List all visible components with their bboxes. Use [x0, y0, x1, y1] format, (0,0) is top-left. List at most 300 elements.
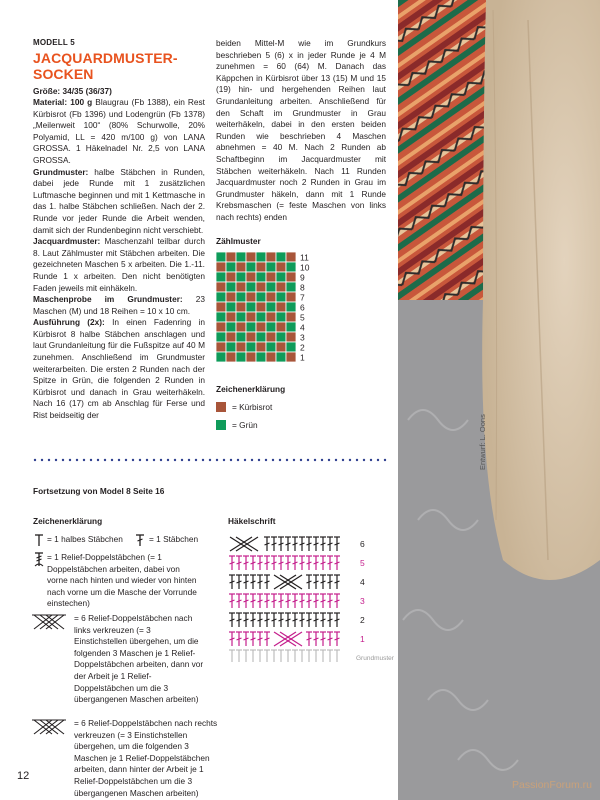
chart-cell — [226, 332, 236, 342]
stitch-symbol — [278, 594, 284, 608]
chart-cell — [246, 282, 256, 292]
chart-cell — [276, 342, 286, 352]
stitch-symbol — [250, 632, 256, 646]
chart-cell — [246, 332, 256, 342]
relief-dc-icon — [33, 551, 45, 569]
paragraph-label: Jacquardmuster: — [33, 236, 101, 247]
chart-cell — [256, 252, 266, 262]
chart-cell — [266, 342, 276, 352]
stitch-symbol — [264, 594, 270, 608]
stitch-symbol — [313, 575, 319, 589]
paragraph-text: 23 Maschen (M) und 18 Reihen = 10 x 10 cm. — [33, 294, 205, 316]
green-swatch — [216, 420, 226, 430]
divider-dot — [69, 459, 71, 461]
legend-item-green — [216, 420, 258, 430]
base-stitch — [320, 650, 326, 662]
divider-dot — [146, 459, 148, 461]
chart-cell — [266, 322, 276, 332]
stitch-symbol — [306, 556, 312, 570]
stitch-symbol — [278, 556, 284, 570]
chart-cell — [276, 352, 286, 362]
stitch-symbol — [236, 594, 242, 608]
stitch-symbol — [257, 575, 263, 589]
chart-cell — [266, 252, 276, 262]
continuation-heading: Fortsetzung von Model 8 Seite 16 — [33, 486, 165, 496]
chart-cell — [246, 312, 256, 322]
stitch-symbol — [334, 632, 340, 646]
chart-cell — [286, 252, 296, 262]
chart-cell — [276, 302, 286, 312]
stitch-symbol — [243, 632, 249, 646]
chart-cell — [286, 272, 296, 282]
paragraph-label: Grundmuster: — [33, 166, 89, 177]
divider-dot — [181, 459, 183, 461]
chart-cell — [286, 312, 296, 322]
stitch-symbol — [243, 556, 249, 570]
stitch-symbol — [243, 594, 249, 608]
stitch-symbol — [299, 594, 305, 608]
stitch-symbol — [264, 613, 270, 627]
divider-dot — [293, 459, 295, 461]
row-number: 4 — [300, 322, 305, 333]
divider-dot — [307, 459, 309, 461]
chart-cell — [276, 252, 286, 262]
stitch-symbol — [236, 575, 242, 589]
chart-cell — [266, 292, 276, 302]
stitch-symbol — [257, 613, 263, 627]
paragraph — [33, 294, 205, 317]
chart-cell — [216, 342, 226, 352]
jacquard-chart — [214, 250, 324, 362]
stitch-symbol — [306, 613, 312, 627]
divider-dot — [90, 459, 92, 461]
chart-cell — [236, 252, 246, 262]
stitch-symbol — [257, 556, 263, 570]
stitch-symbol — [278, 613, 284, 627]
stitch-symbol — [292, 594, 298, 608]
stitch-symbol — [243, 575, 249, 589]
paragraph — [33, 236, 205, 294]
divider-dot — [272, 459, 274, 461]
chart-cell — [246, 342, 256, 352]
paragraph-text: In einen Fadenring in Kürbisrot 8 halbe Stäbchen anschlagen und laut Grundanleitung für die Fußspitze auf 40 M zunehmen. Anschließend im Grundmuster weiterarbeiten. Die ersten 2 Runden nach der Spitze in Grün, die folgenden 2 Runden in Kürbisrot und danach in Grau weiterhäkeln. Nach 16 (17) cm ab Anschlag für Ferse und Rist beidseitig der — [33, 317, 205, 421]
cross-right-label: = 6 Relief-Doppelstäbchen nach rechts verkreuzen (= 3 Einstichstellen übergehen, um die folgenden 3 Maschen je 1 Relief-Doppelstäbchen arbeiten, dann hinter der Arbeit je 1 Relief-Doppelstäbchen um die 3 übergangenen Maschen arbeiten) — [74, 718, 218, 798]
stitch-symbol — [264, 632, 270, 646]
chart-cell — [256, 342, 266, 352]
chart-cell — [216, 292, 226, 302]
row-number: 1 — [300, 352, 305, 362]
chart-cell — [226, 252, 236, 262]
pattern-title: JACQUARDMUSTER-SOCKEN — [33, 50, 178, 82]
divider-dot — [230, 459, 232, 461]
paragraph-text: halbe Stäbchen in Runden, dabei jede Runde mit 1 zusätzlichen Luftmasche beginnen und mit 1 Kettmasche in das 1. halbe Stäbchen schließen. Nach der 2. Runde vor jeder Runde die Arbeit wenden, damit sich der Rundenbeginn nicht verschiebt. — [33, 166, 205, 235]
chart-cell — [216, 252, 226, 262]
chart-cell — [266, 282, 276, 292]
red-swatch — [216, 402, 226, 412]
base-stitch — [306, 650, 312, 662]
divider-dot — [356, 459, 358, 461]
chart-cell — [226, 352, 236, 362]
chart-cell — [216, 282, 226, 292]
chart-cell — [236, 262, 246, 272]
divider-dot — [153, 459, 155, 461]
cross-symbol — [230, 537, 258, 551]
chart-cell — [286, 282, 296, 292]
left-column — [33, 38, 205, 422]
stitch-symbol — [334, 537, 340, 551]
legend-label-green: = Grün — [232, 420, 258, 430]
stitch-symbol — [229, 575, 235, 589]
stitch-symbol — [327, 594, 333, 608]
base-stitch — [327, 650, 333, 662]
row-number: 9 — [300, 272, 305, 283]
divider-dot — [41, 459, 43, 461]
stitch-symbol — [320, 556, 326, 570]
chart-cell — [256, 302, 266, 312]
divider-dot — [363, 459, 365, 461]
divider-dot — [111, 459, 113, 461]
stitch-symbol — [229, 556, 235, 570]
chart-cell — [276, 312, 286, 322]
stitch-symbol — [292, 613, 298, 627]
paragraph — [33, 167, 205, 237]
half-dc-label: = 1 halbes Stäbchen — [47, 534, 123, 544]
chart-cell — [236, 302, 246, 312]
divider-dot — [188, 459, 190, 461]
stitch-symbol — [264, 575, 270, 589]
design-credit: Entwurf: L. Oons — [478, 414, 487, 470]
chart-cell — [226, 312, 236, 322]
base-stitch — [250, 650, 256, 662]
stitch-symbol — [264, 556, 270, 570]
symbols-title: Zeichenerklärung — [33, 516, 103, 526]
chart-cell — [226, 302, 236, 312]
crochet-diagram — [226, 530, 406, 665]
stitch-symbol — [236, 632, 242, 646]
chart-cell — [236, 342, 246, 352]
stitch-symbol — [306, 632, 312, 646]
chart-cell — [226, 282, 236, 292]
instructions-continued: beiden Mittel-M wie im Grundkurs beschrieben 5 (6) x in jeder Runde je 4 M zunehmen = 60 (64) M. Danach das Käppchen in Kürbisrot über 13 (15) M und 15 (19) hin- und hergehenden Reihen laut Grundanleitung arbeiten. Anschließend für den Schaft im Grundmuster in Grau weiterhäkeln, dabei in den ersten beiden Runden wie beschrieben 4 Maschen abnehmen = 40 M. Nach 2 Runden ab Schaftbeginn im Jacquardmuster mit Stäbchen weiterhäkeln. Nach 11 Runden Jacquardmuster noch 2 Runden in Grau im Grundmuster häkeln, dann mit 1 Runde Krebsmaschen (= feste Maschen von links nach rechts) enden — [216, 38, 386, 222]
stitch-symbol — [327, 632, 333, 646]
base-stitch — [313, 650, 319, 662]
row-number: 8 — [300, 282, 305, 293]
stitch-symbol — [285, 537, 291, 551]
divider-dot — [223, 459, 225, 461]
stitch-symbol — [327, 613, 333, 627]
cross-left-label: = 6 Relief-Doppelstäbchen nach links verkreuzen (= 3 Einstichstellen übergehen, um die folgenden 3 Maschen je 1 Relief-Doppelstäbchen arbeiten, dann vor der Arbeit je 1 Relief-Doppelstäbchen um die 3 übergangenen Maschen arbeiten) — [74, 613, 204, 705]
chart-cell — [226, 342, 236, 352]
divider-dot — [174, 459, 176, 461]
half-dc-icon — [33, 533, 45, 547]
stitch-symbol — [250, 613, 256, 627]
cross-left-icon — [31, 612, 71, 632]
watermark: PassionForum.ru — [512, 779, 592, 791]
stitch-symbol — [320, 575, 326, 589]
stitch-symbol — [320, 613, 326, 627]
stitch-symbol — [306, 594, 312, 608]
chart-cell — [286, 322, 296, 332]
model-label: MODELL 5 — [33, 38, 75, 47]
stitch-symbol — [229, 613, 235, 627]
divider-dot — [251, 459, 253, 461]
row-number: 6 — [360, 539, 365, 549]
stitch-symbol — [313, 594, 319, 608]
chart-cell — [236, 282, 246, 292]
divider-dot — [342, 459, 344, 461]
base-stitch — [299, 650, 305, 662]
divider-dot — [279, 459, 281, 461]
divider-dot — [237, 459, 239, 461]
dc-label: = 1 Stäbchen — [149, 534, 199, 544]
legend-label-red: = Kürbisrot — [232, 402, 273, 412]
stitch-symbol — [299, 613, 305, 627]
row-number: 2 — [360, 615, 365, 625]
chart-cell — [236, 322, 246, 332]
stitch-symbol — [285, 556, 291, 570]
row-number: 5 — [360, 558, 365, 568]
stitch-symbol — [257, 594, 263, 608]
stitch-symbol — [306, 537, 312, 551]
divider-dot — [265, 459, 267, 461]
stitch-symbol — [236, 613, 242, 627]
base-stitch — [264, 650, 270, 662]
divider-dot — [139, 459, 141, 461]
divider-dot — [300, 459, 302, 461]
divider-dot — [349, 459, 351, 461]
chart-cell — [246, 302, 256, 312]
chart-cell — [236, 272, 246, 282]
cross-symbol — [274, 575, 302, 589]
chart-cell — [216, 352, 226, 362]
chart-cell — [256, 262, 266, 272]
chart-cell — [256, 352, 266, 362]
stitch-symbol — [278, 537, 284, 551]
chart-cell — [286, 302, 296, 312]
divider-dot — [125, 459, 127, 461]
paragraph — [33, 317, 205, 421]
middle-column — [216, 38, 386, 224]
chart-cell — [216, 272, 226, 282]
row-number: 1 — [360, 634, 365, 644]
row-number: 2 — [300, 342, 305, 353]
stitch-symbol — [320, 537, 326, 551]
photo-panel — [398, 0, 600, 800]
stitch-symbol — [334, 575, 340, 589]
haekelschrift-title: Häkelschrift — [228, 516, 276, 526]
chart-cell — [226, 272, 236, 282]
base-stitch — [229, 650, 235, 662]
stitch-symbol — [334, 613, 340, 627]
chart-cell — [236, 332, 246, 342]
stitch-symbol — [334, 556, 340, 570]
chart-cell — [276, 332, 286, 342]
divider-dot — [258, 459, 260, 461]
chart-cell — [246, 352, 256, 362]
stitch-symbol — [320, 594, 326, 608]
size-line: Größe: 34/35 (36/37) — [33, 86, 112, 96]
divider-dot — [244, 459, 246, 461]
relief-dc-label: = 1 Relief-Doppelstäbchen (= 1 Doppelstäbchen arbeiten, dabei von vorne nach hinten und wieder von hinten nach vorne um die Masche der Vorrunde einstechen) — [47, 552, 197, 609]
chart-cell — [256, 312, 266, 322]
instructions-text — [33, 97, 205, 422]
chart-cell — [216, 312, 226, 322]
divider-dot — [118, 459, 120, 461]
divider-dot — [48, 459, 50, 461]
base-stitch — [271, 650, 277, 662]
stitch-symbol — [271, 613, 277, 627]
divider-dot — [377, 459, 379, 461]
chart-cell — [216, 262, 226, 272]
stitch-symbol — [306, 575, 312, 589]
chart-cell — [216, 302, 226, 312]
base-label: Grundmuster — [356, 655, 394, 662]
cross-symbol — [274, 632, 302, 646]
stitch-symbol — [327, 556, 333, 570]
base-stitch — [292, 650, 298, 662]
stitch-symbol — [327, 575, 333, 589]
divider-dot — [104, 459, 106, 461]
row-number: 3 — [300, 332, 305, 343]
chart-cell — [286, 352, 296, 362]
stitch-symbol — [299, 556, 305, 570]
dotted-divider — [33, 458, 388, 462]
legend-item-red — [216, 402, 272, 412]
chart-cell — [276, 262, 286, 272]
row-number: 3 — [360, 596, 365, 606]
stitch-symbol — [243, 613, 249, 627]
row-number: 4 — [360, 577, 365, 587]
stitch-symbol — [271, 594, 277, 608]
divider-dot — [97, 459, 99, 461]
chart-cell — [246, 252, 256, 262]
divider-dot — [195, 459, 197, 461]
chart-title: Zählmuster — [216, 236, 261, 246]
legend-title: Zeichenerklärung — [216, 384, 286, 394]
chart-cell — [216, 332, 226, 342]
paragraph-label: Ausführung (2x): — [33, 317, 105, 328]
chart-cell — [286, 262, 296, 272]
chart-cell — [256, 322, 266, 332]
stitch-symbol — [257, 632, 263, 646]
stitch-symbol — [250, 575, 256, 589]
divider-dot — [370, 459, 372, 461]
row-number: 6 — [300, 302, 305, 313]
divider-dot — [384, 459, 386, 461]
stitch-symbol — [299, 537, 305, 551]
paragraph-text: Maschenzahl teilbar durch 8. Laut Zählmuster mit Stäbchen arbeiten. Die gezeichneten Maschen 5 x arbeiten. Die 1.-11. Runde 1 x arbeiten. Den nicht benötigten Faden jeweils mit einhäkeln. — [33, 236, 205, 293]
stitch-symbol — [285, 613, 291, 627]
chart-cell — [266, 262, 276, 272]
paragraph-text: Blaugrau (Fb 1388), ein Rest Kürbisrot (Fb 1396) und Lodengrün (Fb 1378) „Meilenweit 100“ (80% Schurwolle, 20% Polyamid, LL = 420 m/100 g) von LANA GROSSA. 1 Häkelnadel Nr. 2,5 von LANA GROSSA. — [33, 97, 205, 165]
chart-cell — [266, 272, 276, 282]
divider-dot — [76, 459, 78, 461]
chart-cell — [286, 332, 296, 342]
chart-cell — [246, 262, 256, 272]
divider-dot — [209, 459, 211, 461]
chart-cell — [256, 272, 266, 282]
divider-dot — [83, 459, 85, 461]
row-number: 10 — [300, 262, 310, 273]
divider-dot — [55, 459, 57, 461]
stitch-symbol — [250, 556, 256, 570]
chart-cell — [226, 292, 236, 302]
chart-cell — [216, 322, 226, 332]
stitch-symbol — [313, 632, 319, 646]
chart-cell — [256, 282, 266, 292]
stitch-symbol — [327, 537, 333, 551]
stitch-symbol — [264, 537, 270, 551]
divider-dot — [62, 459, 64, 461]
stitch-symbol — [320, 632, 326, 646]
dc-icon — [134, 533, 146, 547]
row-number: 11 — [300, 252, 309, 263]
base-stitch — [243, 650, 249, 662]
row-number: 7 — [300, 292, 305, 303]
chart-cell — [236, 312, 246, 322]
row-number: 5 — [300, 312, 305, 323]
divider-dot — [202, 459, 204, 461]
chart-cell — [276, 282, 286, 292]
chart-cell — [236, 352, 246, 362]
chart-cell — [266, 332, 276, 342]
chart-cell — [246, 292, 256, 302]
divider-dot — [335, 459, 337, 461]
chart-cell — [246, 272, 256, 282]
stitch-symbol — [285, 594, 291, 608]
chart-cell — [256, 332, 266, 342]
divider-dot — [34, 459, 36, 461]
stitch-symbol — [229, 594, 235, 608]
divider-dot — [132, 459, 134, 461]
chart-cell — [266, 352, 276, 362]
page-number: 12 — [17, 770, 30, 782]
divider-dot — [216, 459, 218, 461]
stitch-symbol — [334, 594, 340, 608]
chart-cell — [256, 292, 266, 302]
cross-right-icon — [31, 717, 71, 737]
chart-cell — [286, 342, 296, 352]
chart-cell — [226, 262, 236, 272]
base-stitch — [257, 650, 263, 662]
divider-dot — [328, 459, 330, 461]
paragraph-label: Maschenprobe im Grundmuster: — [33, 294, 183, 305]
divider-dot — [286, 459, 288, 461]
divider-dot — [160, 459, 162, 461]
stitch-symbol — [313, 556, 319, 570]
stitch-symbol — [292, 556, 298, 570]
base-stitch — [278, 650, 284, 662]
base-stitch — [334, 650, 340, 662]
base-stitch — [285, 650, 291, 662]
stitch-symbol — [236, 556, 242, 570]
stitch-symbol — [250, 594, 256, 608]
chart-cell — [276, 292, 286, 302]
chart-cell — [226, 322, 236, 332]
stitch-symbol — [313, 613, 319, 627]
divider-dot — [167, 459, 169, 461]
chart-cell — [266, 302, 276, 312]
stitch-symbol — [229, 632, 235, 646]
chart-cell — [276, 322, 286, 332]
chart-cell — [276, 272, 286, 282]
chart-cell — [246, 322, 256, 332]
paragraph — [33, 97, 205, 167]
chart-cell — [236, 292, 246, 302]
divider-dot — [321, 459, 323, 461]
base-stitch — [236, 650, 242, 662]
stitch-symbol — [271, 556, 277, 570]
